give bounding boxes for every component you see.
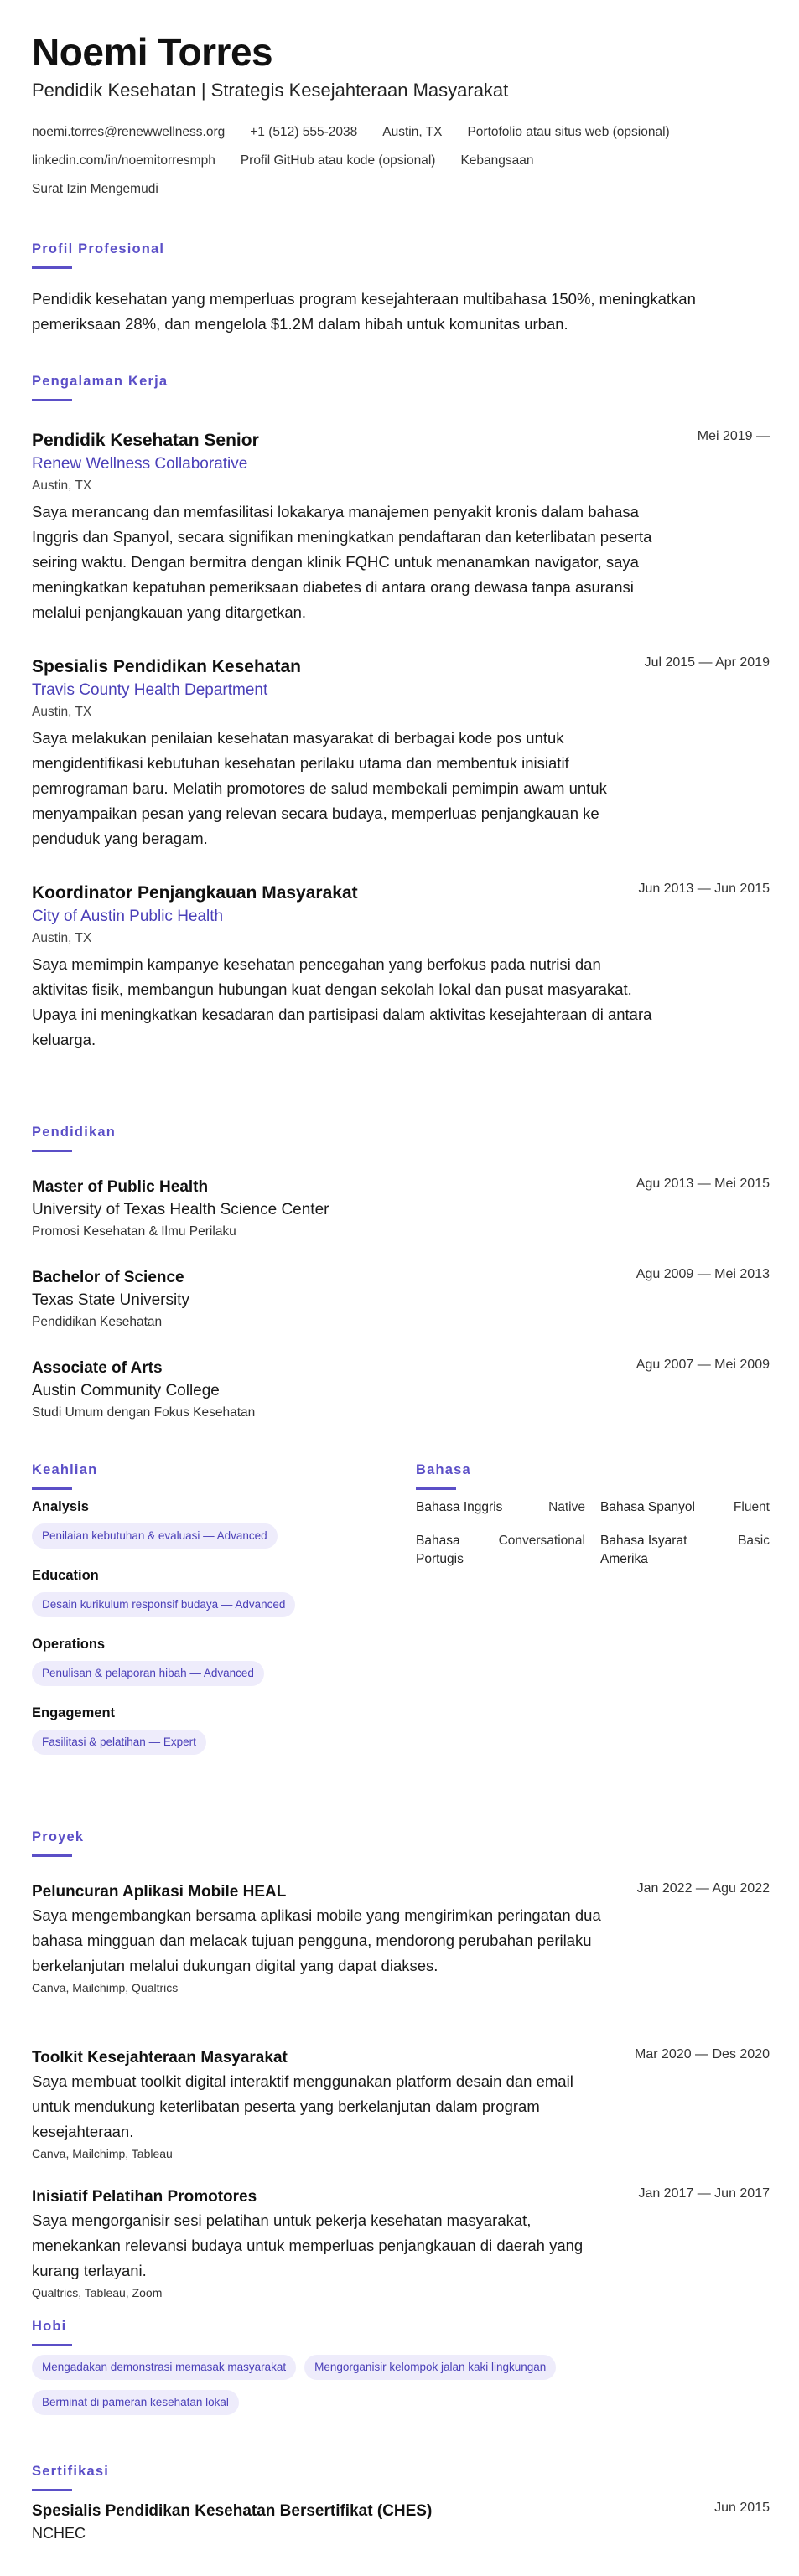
- project-item: [32, 2186, 770, 2302]
- section-divider: [32, 2344, 72, 2346]
- job-title: Pendidik Kesehatan Senior: [32, 431, 259, 450]
- skill-category: Engagement: [32, 1705, 116, 1720]
- job-company[interactable]: Renew Wellness Collaborative: [32, 455, 248, 473]
- job-company[interactable]: Travis County Health Department: [32, 681, 268, 699]
- language-item: [600, 1532, 770, 1569]
- job-description: Saya memimpin kampanye kesehatan pencegahan yang berfokus pada nutrisi dan aktivitas fisik, membangun hubungan kuat dengan sekolah lokal dan pusat masyarakat. Upaya ini meningkatkan kesadaran dan partisipasi dalam aktivitas kesejahteraan di antara keluarga.: [32, 955, 652, 1048]
- skill-category: Operations: [32, 1637, 106, 1652]
- experience-item: [32, 655, 770, 851]
- edu-dates: Agu 2007 — Mei 2009: [636, 1358, 770, 1372]
- language-item: [416, 1532, 585, 1569]
- experience-item: [32, 882, 770, 1053]
- skill-category: Education: [32, 1568, 99, 1583]
- job-dates: Mei 2019 —: [697, 429, 770, 443]
- project-description: Saya mengembangkan bersama aplikasi mobile yang mengirimkan peringatan dua bahasa mingguan dan melacak tujuan pengguna, mendorong perubahan perilaku berkelanjutan melalui dukungan digital yang dapat diakses.: [32, 1906, 601, 1974]
- cert-name: Spesialis Pendidikan Kesehatan Bersertifikat (CHES): [32, 2502, 433, 2520]
- language-item: [416, 1498, 585, 1517]
- hobby-chip: Mengorganisir kelompok jalan kaki lingkungan: [304, 2355, 556, 2380]
- hobby-chip: Berminat di pameran kesehatan lokal: [32, 2390, 239, 2415]
- skill-chip: Penilaian kebutuhan & evaluasi — Advanced: [32, 1523, 278, 1549]
- edu-degree: Master of Public Health: [32, 1178, 209, 1196]
- certification-item: [32, 2501, 770, 2544]
- phone-text: +1 (512) 555-2038: [250, 125, 358, 139]
- skill-group: [32, 1636, 384, 1686]
- skill-category: Analysis: [32, 1499, 89, 1514]
- edu-dates: Agu 2013 — Mei 2015: [636, 1177, 770, 1191]
- contact-row: [32, 122, 770, 142]
- job-location: Austin, TX: [32, 705, 92, 719]
- edu-school: Texas State University: [32, 1291, 189, 1309]
- email-link[interactable]: noemi.torres@renewwellness.org: [32, 125, 226, 139]
- section-title-projects: Proyek: [32, 1829, 85, 1844]
- job-description: Saya merancang dan memfasilitasi lokakarya manajemen penyakit kronis dalam bahasa Inggris dan Spanyol, secara signifikan meningkatkan pendaftaran dan keterlibatan peserta seiring waktu. Dengan bermitra dengan klinik FQHC untuk menanamkan navigator, saya meningkatkan kepatuhan pemeriksaan diabetes di antara orang dewasa tanpa asuransi melalui penjangkauan yang ditargetkan.: [32, 503, 652, 621]
- github-link[interactable]: Profil GitHub atau kode (opsional): [240, 153, 436, 168]
- section-divider: [32, 1487, 72, 1490]
- section-title-skills: Keahlian: [32, 1462, 98, 1477]
- job-dates: Jun 2013 — Jun 2015: [638, 882, 770, 896]
- job-title: Koordinator Penjangkauan Masyarakat: [32, 883, 358, 903]
- language-level: Basic: [738, 1534, 770, 1548]
- language-level: Conversational: [498, 1534, 585, 1548]
- project-name: Peluncuran Aplikasi Mobile HEAL: [32, 1883, 287, 1901]
- skill-chip: Penulisan & pelaporan hibah — Advanced: [32, 1661, 264, 1686]
- edu-school: University of Texas Health Science Center: [32, 1201, 329, 1218]
- edu-degree: Associate of Arts: [32, 1359, 163, 1377]
- languages-list: [416, 1498, 770, 1569]
- project-dates: Jan 2022 — Agu 2022: [636, 1881, 770, 1896]
- language-item: [600, 1498, 770, 1517]
- language-level: Native: [548, 1500, 585, 1514]
- language-name: Bahasa Inggris: [416, 1500, 503, 1514]
- edu-field: Pendidikan Kesehatan: [32, 1315, 163, 1329]
- project-name: Toolkit Kesejahteraan Masyarakat: [32, 2049, 288, 2066]
- section-divider: [416, 1487, 456, 1490]
- location-text: Austin, TX: [382, 125, 443, 139]
- language-name: Bahasa Portugis: [416, 1534, 464, 1566]
- section-title-education: Pendidikan: [32, 1125, 117, 1140]
- contact-row: [32, 151, 770, 171]
- edu-school: Austin Community College: [32, 1382, 220, 1399]
- project-item: [32, 1881, 770, 1997]
- language-level: Fluent: [733, 1500, 770, 1514]
- cert-issuer: NCHEC: [32, 2525, 86, 2542]
- nationality-text: Kebangsaan: [460, 153, 534, 168]
- section-divider: [32, 2489, 72, 2491]
- section-title-experience: Pengalaman Kerja: [32, 374, 169, 389]
- project-description: Saya membuat toolkit digital interaktif menggunakan platform desain dan email untuk mendukung keterlibatan peserta yang berkelanjutan dalam program kesejahteraan.: [32, 2072, 573, 2140]
- candidate-headline: Pendidik Kesehatan | Strategis Kesejahteraan Masyarakat: [32, 80, 509, 101]
- education-item: [32, 1267, 770, 1332]
- job-location: Austin, TX: [32, 931, 92, 945]
- cert-date: Jun 2015: [714, 2501, 770, 2515]
- job-title: Spesialis Pendidikan Kesehatan: [32, 657, 301, 676]
- project-tech: Canva, Mailchimp, Qualtrics: [32, 1981, 179, 1994]
- edu-field: Studi Umum dengan Fokus Kesehatan: [32, 1405, 256, 1420]
- hobby-chip: Mengadakan demonstrasi memasak masyarakat: [32, 2355, 296, 2380]
- section-title-certifications: Sertifikasi: [32, 2464, 110, 2479]
- experience-item: [32, 429, 770, 625]
- project-dates: Jan 2017 — Jun 2017: [638, 2186, 770, 2201]
- language-name: Bahasa Spanyol: [600, 1500, 695, 1514]
- project-dates: Mar 2020 — Des 2020: [635, 2047, 770, 2061]
- edu-dates: Agu 2009 — Mei 2013: [636, 1267, 770, 1281]
- portfolio-link[interactable]: Portofolio atau situs web (opsional): [467, 125, 670, 139]
- edu-degree: Bachelor of Science: [32, 1269, 184, 1286]
- profile-summary: Pendidik kesehatan yang memperluas program kesejahteraan multibahasa 150%, meningkatkan pemeriksaan 28%, dan mengelola $1.2M dalam hibah untuk komunitas urban.: [32, 290, 696, 333]
- project-tech: Qualtrics, Tableau, Zoom: [32, 2286, 163, 2299]
- job-dates: Jul 2015 — Apr 2019: [644, 655, 770, 670]
- section-divider: [32, 1854, 72, 1857]
- hobbies-list: [32, 2355, 770, 2425]
- project-description: Saya mengorganisir sesi pelatihan untuk pekerja kesehatan masyarakat, menekankan relevansi budaya untuk memperluas penjangkauan di daerah yang kurang terlayani.: [32, 2211, 584, 2279]
- contact-row: [32, 179, 770, 199]
- section-title-hobbies: Hobi: [32, 2319, 67, 2334]
- skill-group: [32, 1498, 384, 1549]
- job-company[interactable]: City of Austin Public Health: [32, 908, 224, 925]
- education-item: [32, 1358, 770, 1423]
- section-title-languages: Bahasa: [416, 1462, 471, 1477]
- project-item: [32, 2047, 770, 2163]
- languages-grid: [416, 1498, 770, 1569]
- candidate-name: Noemi Torres: [32, 30, 273, 74]
- language-name: Bahasa Isyarat Amerika: [600, 1534, 687, 1566]
- section-divider: [32, 1150, 72, 1152]
- driving-license-text: Surat Izin Mengemudi: [32, 182, 158, 196]
- project-tech: Canva, Mailchimp, Tableau: [32, 2147, 173, 2160]
- project-name: Inisiatif Pelatihan Promotores: [32, 2188, 257, 2206]
- skill-chip: Desain kurikulum responsif budaya — Advanced: [32, 1592, 295, 1617]
- section-divider: [32, 266, 72, 269]
- job-description: Saya melakukan penilaian kesehatan masyarakat di berbagai kode pos untuk mengidentifikasi kebutuhan kesehatan perilaku utama dan membentuk inisiatif pemrograman baru. Melatih promotores de salud membekali pemimpin awam untuk menyampaikan pesan yang relevan secara budaya, memperluas penjangkauan ke penduduk yang beragam.: [32, 729, 607, 847]
- skills-list: [32, 1498, 384, 1773]
- linkedin-link[interactable]: linkedin.com/in/noemitorresmph: [32, 153, 215, 168]
- contact-info: [32, 122, 770, 208]
- section-divider: [32, 399, 72, 401]
- section-title-profile: Profil Profesional: [32, 241, 165, 256]
- edu-field: Promosi Kesehatan & Ilmu Perilaku: [32, 1224, 236, 1239]
- skill-group: [32, 1567, 384, 1617]
- skill-group: [32, 1704, 384, 1755]
- skill-chip: Fasilitasi & pelatihan — Expert: [32, 1730, 206, 1755]
- education-item: [32, 1177, 770, 1242]
- job-location: Austin, TX: [32, 478, 92, 493]
